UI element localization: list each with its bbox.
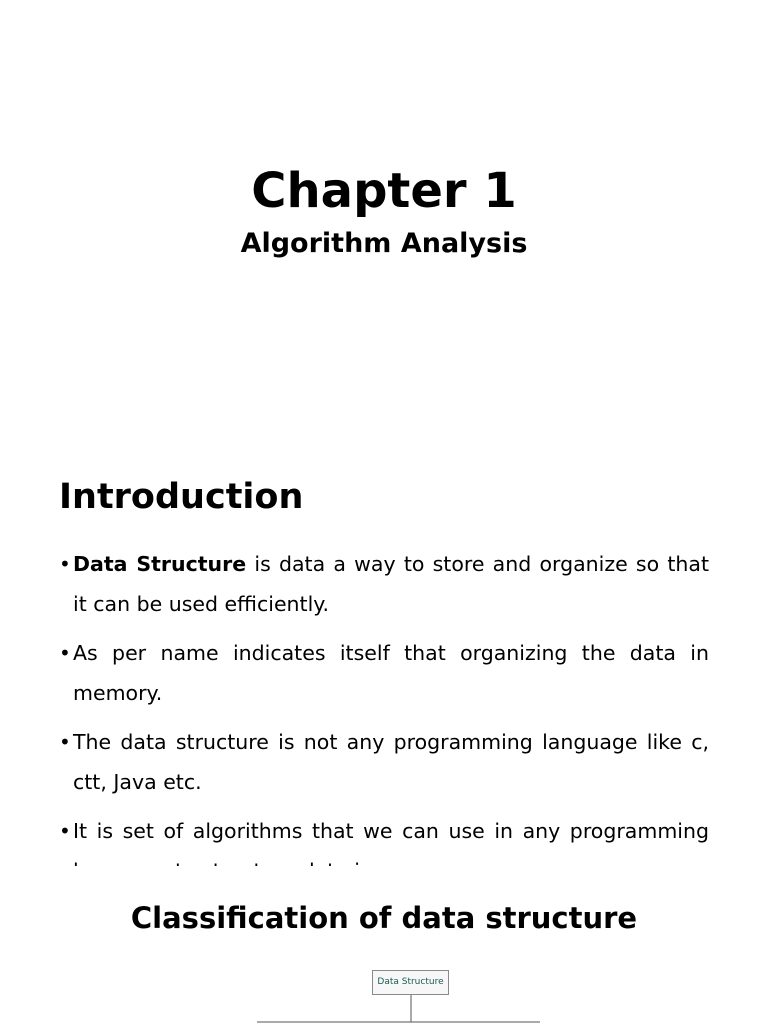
bullet-list: [59, 544, 709, 900]
introduction-slide: [0, 432, 768, 866]
bullet-icon: •: [59, 730, 71, 754]
bullet-item: [59, 722, 709, 802]
bullet-icon: •: [59, 552, 71, 576]
introduction-heading: Introduction: [59, 477, 304, 517]
bullet-icon: •: [59, 641, 71, 665]
bullet-text: The data structure is not any programming language like c, ctt, Java etc.: [73, 730, 709, 794]
data-structure-node: Data Structure: [372, 970, 449, 995]
bullet-text: As per name indicates itself that organizing the data in memory.: [73, 641, 709, 705]
classification-diagram: [0, 866, 768, 1024]
bullet-icon: •: [59, 819, 71, 843]
bullet-item: [59, 633, 709, 713]
classification-slide: [0, 866, 768, 1024]
title-slide: [0, 0, 768, 432]
chapter-subtitle: Algorithm Analysis: [240, 228, 528, 259]
bullet-bold-term: Data Structure: [73, 552, 247, 576]
bullet-item: [59, 544, 709, 624]
chapter-title: Chapter 1: [251, 163, 517, 219]
bullet-text: is data a way to store and organize so that it can be used efficiently.: [73, 552, 709, 616]
bullet-text: It is set of algorithms that we can use in any programming: [73, 819, 709, 843]
classification-heading: Classification of data structure: [130, 901, 638, 935]
